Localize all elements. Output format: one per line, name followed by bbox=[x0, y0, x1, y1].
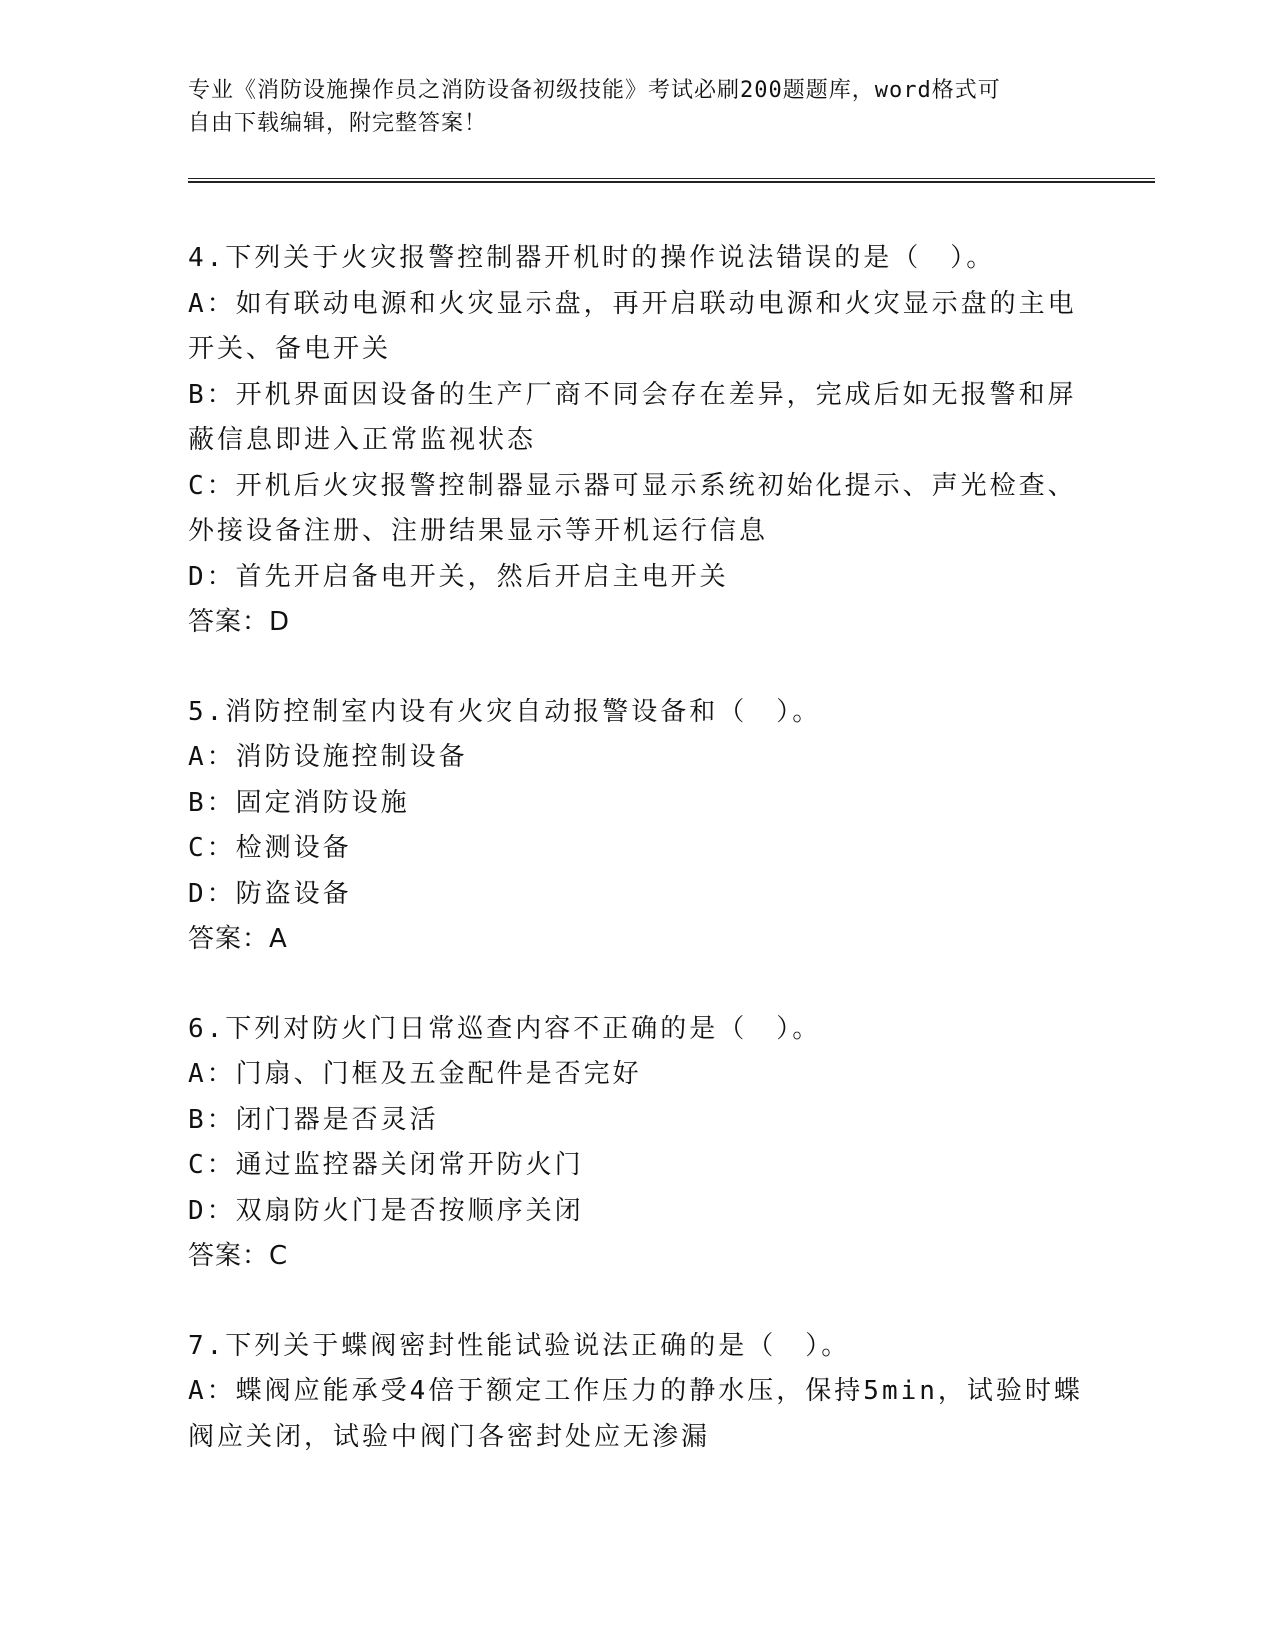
header-divider bbox=[188, 178, 1155, 183]
question-4-option-c-line-2: 外接设备注册、注册结果显示等开机运行信息 bbox=[188, 516, 769, 546]
question-6-option-c: C：通过监控器关闭常开防火门 bbox=[188, 1150, 584, 1180]
question-4-option-a-line-1: A：如有联动电源和火灾显示盘，再开启联动电源和火灾显示盘的主电 bbox=[188, 288, 1077, 319]
document-header bbox=[188, 74, 1068, 140]
question-5-answer: 答案：A bbox=[188, 924, 288, 954]
header-line-1: 专业《消防设施操作员之消防设备初级技能》考试必刷200题题库，word格式可 bbox=[188, 78, 1001, 103]
question-4-option-b-line-2: 蔽信息即进入正常监视状态 bbox=[188, 425, 537, 455]
question-5-option-d: D：防盗设备 bbox=[188, 878, 352, 909]
question-7 bbox=[188, 1324, 1148, 1461]
question-6-option-b: B：闭门器是否灵活 bbox=[188, 1104, 439, 1135]
question-4-stem: 4.下列关于火灾报警控制器开机时的操作说法错误的是（ ）。 bbox=[188, 243, 996, 273]
question-4-answer: 答案：D bbox=[188, 607, 291, 637]
question-5-stem: 5.消防控制室内设有火灾自动报警设备和（ ）。 bbox=[188, 696, 822, 727]
question-4-option-d: D：首先开启备电开关，然后开启主电开关 bbox=[188, 561, 729, 592]
question-5-option-b: B：固定消防设施 bbox=[188, 787, 410, 818]
question-6-answer: 答案：C bbox=[188, 1241, 289, 1271]
question-6-option-a: A：门扇、门框及五金配件是否完好 bbox=[188, 1059, 642, 1089]
question-list bbox=[188, 236, 1148, 1504]
question-4-option-c-line-1: C：开机后火灾报警控制器显示器可显示系统初始化提示、声光检查、 bbox=[188, 470, 1077, 501]
question-6-option-d: D：双扇防火门是否按顺序关闭 bbox=[188, 1195, 584, 1226]
question-5-option-a: A：消防设施控制设备 bbox=[188, 742, 468, 772]
question-7-option-a-line-1: A：蝶阀应能承受4倍于额定工作压力的静水压，保持5min，试验时蝶 bbox=[188, 1376, 1083, 1406]
question-7-stem: 7.下列关于蝶阀密封性能试验说法正确的是（ ）。 bbox=[188, 1330, 851, 1361]
question-4 bbox=[188, 236, 1148, 646]
question-5-option-c: C：检测设备 bbox=[188, 833, 352, 863]
question-6-stem: 6.下列对防火门日常巡查内容不正确的是（ ）。 bbox=[188, 1013, 822, 1044]
question-5 bbox=[188, 690, 1148, 963]
question-4-option-a-line-2: 开关、备电开关 bbox=[188, 334, 392, 364]
question-7-option-a-line-2: 阀应关闭，试验中阀门各密封处应无渗漏 bbox=[188, 1421, 711, 1452]
question-4-option-b-line-1: B：开机界面因设备的生产厂商不同会存在差异，完成后如无报警和屏 bbox=[188, 379, 1077, 410]
question-6 bbox=[188, 1007, 1148, 1280]
header-line-2: 自由下载编辑，附完整答案！ bbox=[188, 111, 488, 136]
